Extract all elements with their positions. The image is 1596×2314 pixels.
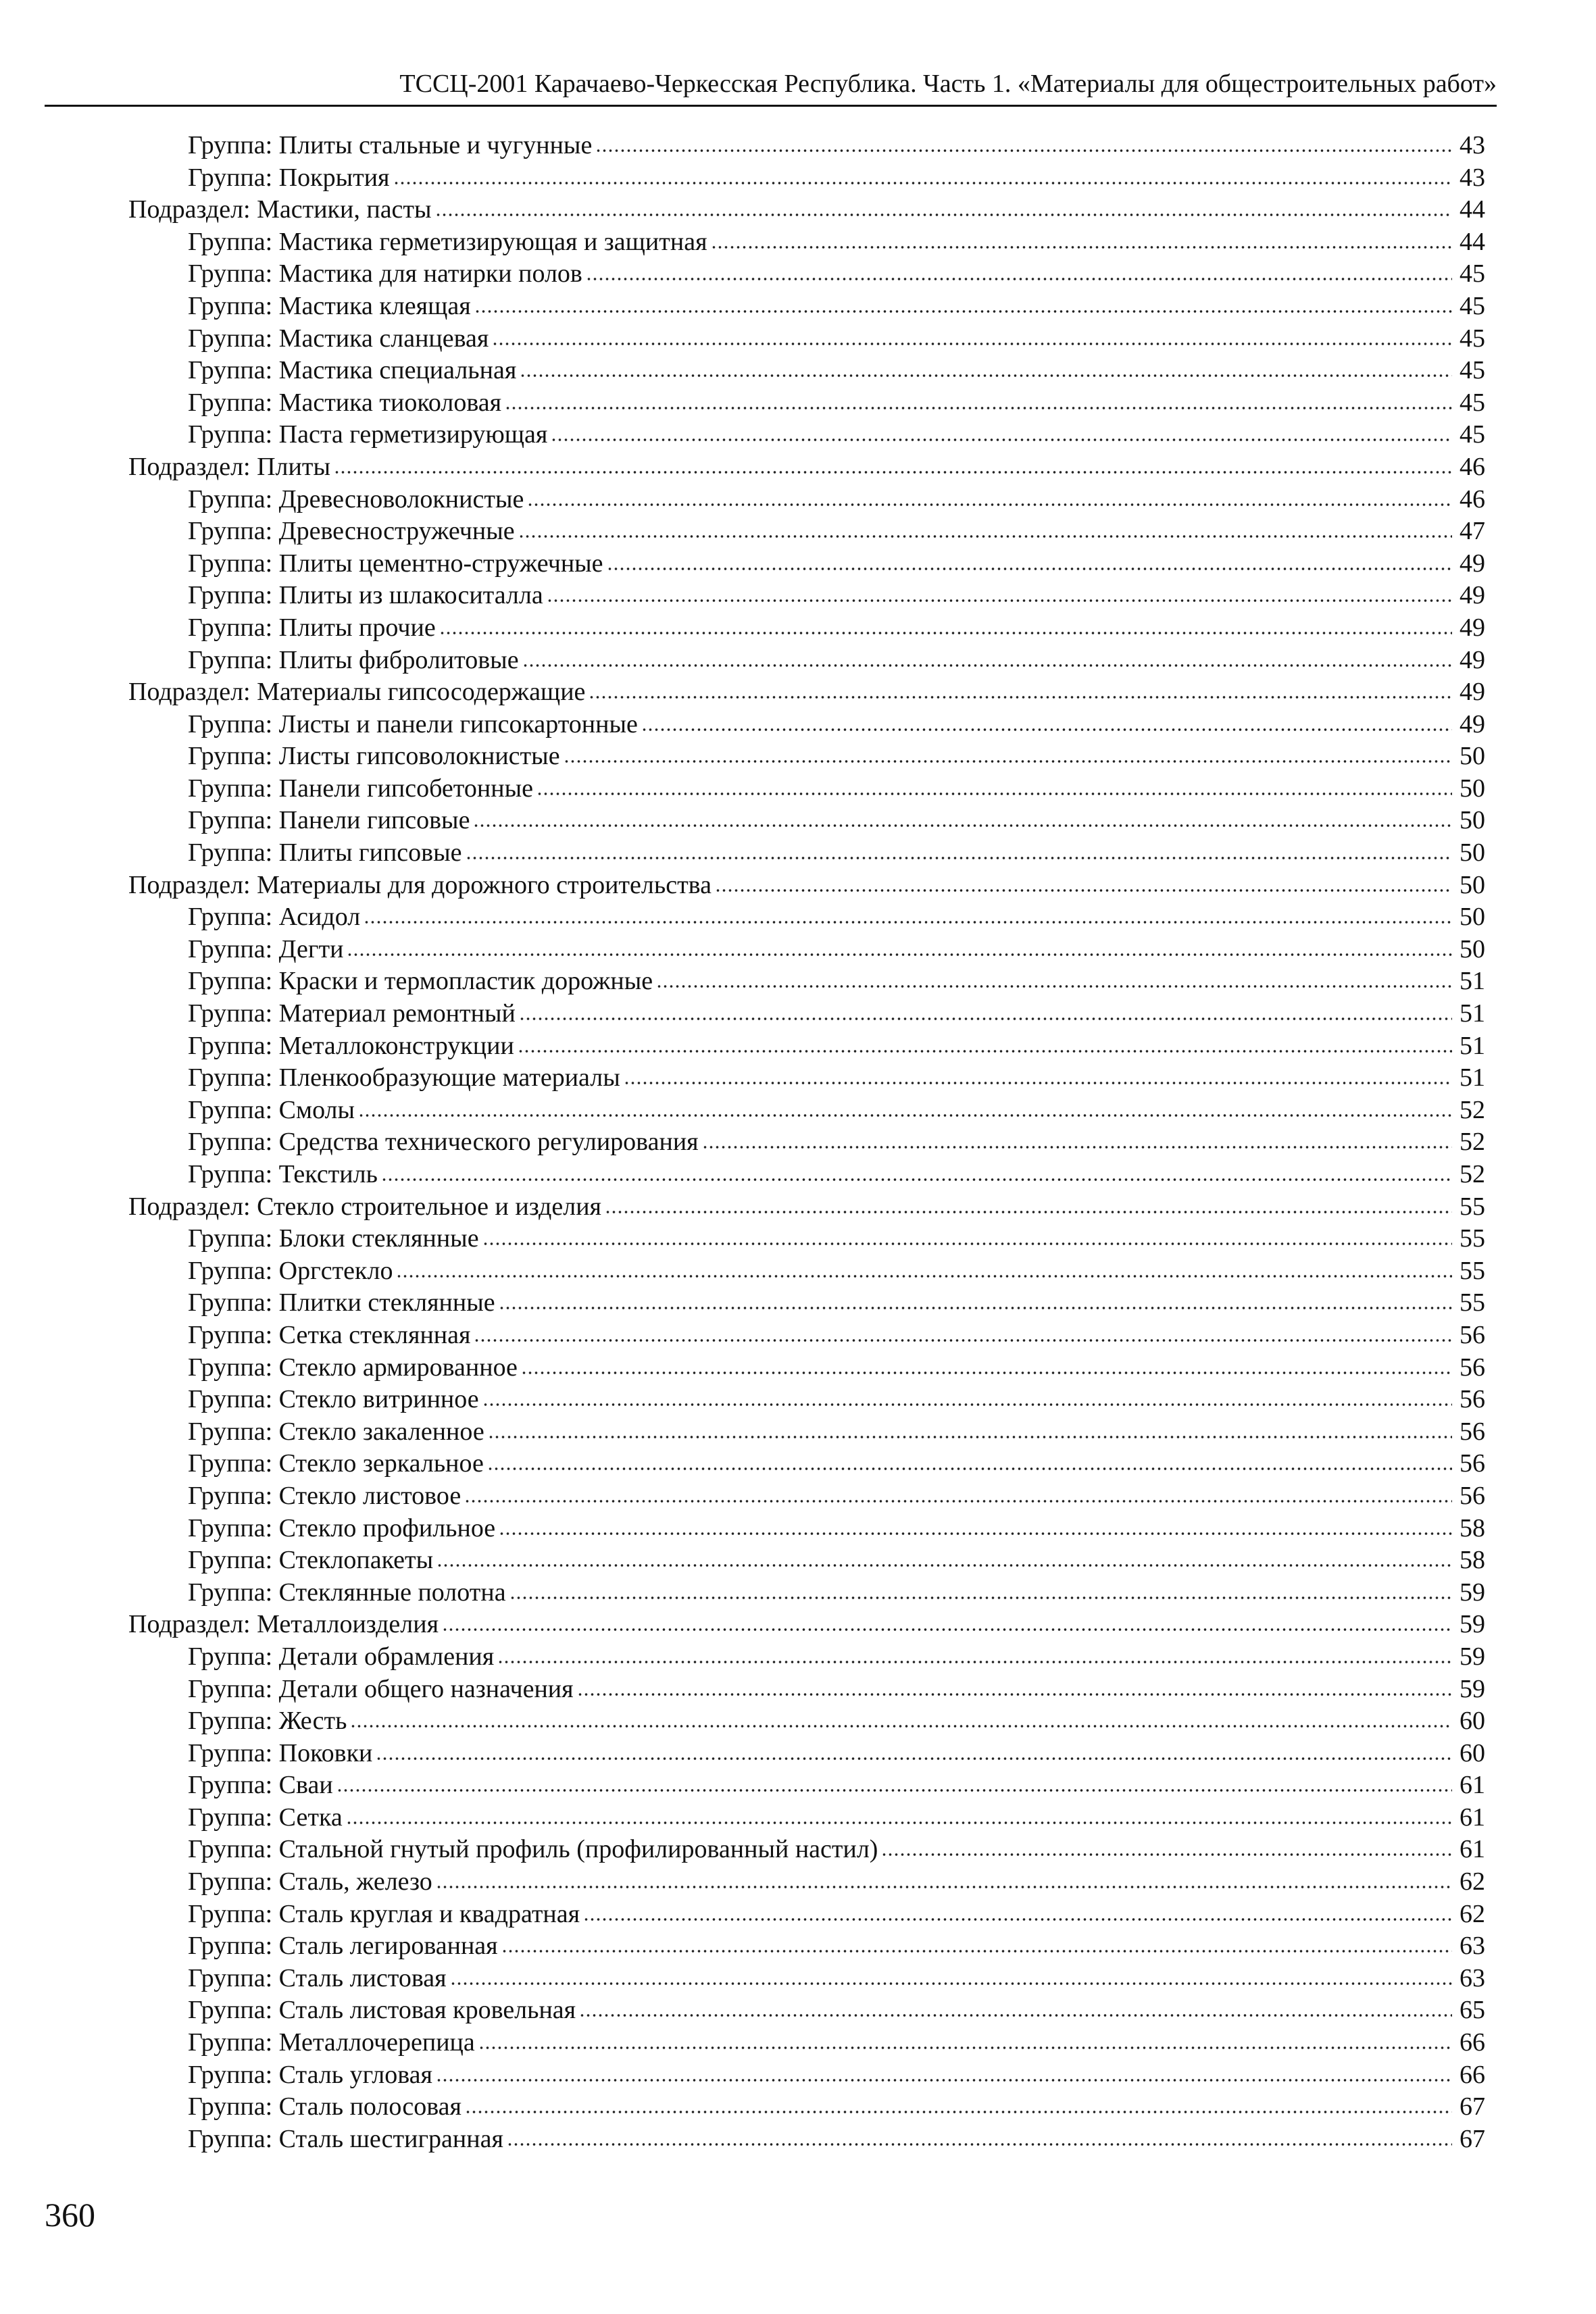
toc-entry-page: 66 <box>1460 2028 1485 2057</box>
toc-entry-label: Группа: Мастика клеящая <box>188 291 471 320</box>
toc-group-entry <box>128 1159 1485 1191</box>
dot-leader <box>537 792 1452 796</box>
toc-group-entry <box>128 1641 1485 1674</box>
dot-leader <box>507 2142 1452 2146</box>
dot-leader <box>474 309 1452 313</box>
toc-entry-page: 46 <box>1460 452 1485 481</box>
toc-entry-page: 49 <box>1460 613 1485 642</box>
toc-group-entry <box>128 740 1485 773</box>
toc-entry-page: 50 <box>1460 903 1485 932</box>
dot-leader <box>478 2046 1452 2050</box>
dot-leader <box>492 342 1452 346</box>
dot-leader <box>586 277 1452 281</box>
dot-leader <box>474 1338 1452 1342</box>
toc-subsection-entry <box>128 1191 1485 1224</box>
dot-leader <box>450 1982 1452 1986</box>
toc-entry-page: 63 <box>1460 1932 1485 1961</box>
dot-leader <box>509 1596 1452 1600</box>
toc-entry-label: Группа: Сталь круглая и квадратная <box>188 1899 580 1928</box>
toc-group-entry <box>128 1126 1485 1159</box>
toc-entry-page: 51 <box>1460 1063 1485 1092</box>
dot-leader <box>436 2078 1452 2082</box>
dot-leader <box>577 1692 1452 1696</box>
toc-group-entry <box>128 709 1485 741</box>
dot-leader <box>641 728 1452 732</box>
toc-group-entry <box>128 645 1485 677</box>
toc-entry-page: 49 <box>1460 678 1485 707</box>
toc-entry-label: Группа: Сталь полосовая <box>188 2092 462 2121</box>
toc-group-entry <box>128 934 1485 966</box>
toc-entry-page: 50 <box>1460 934 1485 963</box>
dot-leader <box>464 1499 1452 1503</box>
dot-leader <box>439 631 1452 635</box>
toc-entry-page: 50 <box>1460 774 1485 803</box>
toc-entry-page: 61 <box>1460 1835 1485 1864</box>
dot-leader <box>381 1178 1452 1182</box>
toc-entry-page: 55 <box>1460 1192 1485 1221</box>
dot-leader <box>393 181 1452 185</box>
toc-entry-label: Группа: Листы и панели гипсокартонные <box>188 709 638 738</box>
toc-subsection-entry <box>128 194 1485 226</box>
toc-group-entry <box>128 901 1485 934</box>
toc-entry-page: 56 <box>1460 1320 1485 1349</box>
toc-entry-label: Группа: Стальной гнутый профиль (профилированный настил) <box>188 1835 878 1864</box>
toc-group-entry <box>128 1287 1485 1319</box>
dot-leader <box>579 2013 1452 2017</box>
toc-entry-label: Подраздел: Материалы для дорожного строительства <box>128 870 712 899</box>
toc-entry-label: Группа: Дегти <box>188 934 344 963</box>
dot-leader <box>605 1210 1452 1214</box>
toc-entry-label: Группа: Стекло листовое <box>188 1481 462 1510</box>
toc-entry-label: Группа: Средства технического регулирования <box>188 1128 699 1157</box>
toc-entry-label: Группа: Поковки <box>188 1738 373 1767</box>
toc-entry-label: Группа: Мастика сланцевая <box>188 324 489 353</box>
dot-leader <box>376 1757 1452 1761</box>
toc-entry-label: Подраздел: Металлоизделия <box>128 1610 439 1639</box>
dot-leader <box>711 245 1452 249</box>
toc-group-entry <box>128 515 1485 548</box>
toc-entry-label: Группа: Плиты цементно-стружечные <box>188 549 603 578</box>
toc-group-entry <box>128 162 1485 195</box>
toc-subsection-entry <box>128 676 1485 709</box>
toc-entry-page: 45 <box>1460 259 1485 288</box>
toc-entry-page: 52 <box>1460 1160 1485 1188</box>
dot-leader <box>442 1628 1452 1632</box>
toc-entry-page: 49 <box>1460 709 1485 738</box>
toc-group-entry <box>128 1738 1485 1770</box>
toc-entry-page: 58 <box>1460 1546 1485 1575</box>
toc-group-entry <box>128 1898 1485 1931</box>
toc-entry-page: 50 <box>1460 870 1485 899</box>
dot-leader <box>334 470 1452 474</box>
toc-group-entry <box>128 1480 1485 1513</box>
dot-leader <box>656 984 1452 988</box>
toc-entry-label: Группа: Стекло профильное <box>188 1513 496 1542</box>
dot-leader <box>358 1113 1452 1117</box>
toc-entry-label: Подраздел: Мастики, пасты <box>128 195 432 224</box>
toc-entry-page: 55 <box>1460 1256 1485 1285</box>
toc-entry-page: 49 <box>1460 581 1485 610</box>
toc-entry-label: Группа: Стеклопакеты <box>188 1546 434 1575</box>
toc-entry-page: 44 <box>1460 227 1485 256</box>
toc-group-entry <box>128 1866 1485 1898</box>
dot-leader <box>350 1724 1452 1728</box>
dot-leader <box>518 1049 1452 1053</box>
dot-leader <box>347 953 1452 957</box>
toc-entry-page: 52 <box>1460 1128 1485 1157</box>
toc-group-entry <box>128 1513 1485 1545</box>
toc-entry-page: 55 <box>1460 1224 1485 1253</box>
dot-leader <box>497 1660 1452 1664</box>
toc-entry-label: Группа: Жесть <box>188 1707 347 1736</box>
toc-group-entry <box>128 291 1485 323</box>
dot-leader <box>487 1467 1452 1471</box>
toc-group-entry <box>128 1095 1485 1127</box>
toc-entry-page: 62 <box>1460 1899 1485 1928</box>
toc-entry-label: Группа: Сталь шестигранная <box>188 2124 503 2153</box>
toc-entry-page: 58 <box>1460 1513 1485 1542</box>
dot-leader <box>336 1788 1452 1792</box>
toc-entry-page: 50 <box>1460 742 1485 771</box>
toc-entry-label: Группа: Пленкообразующие материалы <box>188 1063 620 1092</box>
toc-entry-page: 59 <box>1460 1674 1485 1703</box>
toc-entry-label: Группа: Стекло витринное <box>188 1385 479 1414</box>
toc-entry-page: 51 <box>1460 999 1485 1028</box>
dot-leader <box>501 1949 1452 1953</box>
toc-entry-label: Группа: Плиты гипсовые <box>188 838 462 867</box>
toc-entry-page: 65 <box>1460 1996 1485 2025</box>
dot-leader <box>518 534 1452 538</box>
toc-entry-label: Группа: Краски и термопластик дорожные <box>188 967 653 996</box>
toc-entry-page: 59 <box>1460 1642 1485 1671</box>
toc-entry-label: Группа: Текстиль <box>188 1160 378 1188</box>
toc-group-entry <box>128 1416 1485 1449</box>
toc-entry-page: 63 <box>1460 1963 1485 1992</box>
dot-leader <box>551 438 1452 442</box>
toc-entry-page: 66 <box>1460 2060 1485 2089</box>
toc-entry-page: 56 <box>1460 1385 1485 1414</box>
toc-entry-label: Группа: Древесноволокнистые <box>188 484 524 513</box>
toc-group-entry <box>128 1319 1485 1352</box>
dot-leader <box>607 567 1452 571</box>
toc-entry-page: 50 <box>1460 838 1485 867</box>
toc-entry-page: 47 <box>1460 517 1485 546</box>
dot-leader <box>564 759 1452 763</box>
toc-group-entry <box>128 419 1485 451</box>
toc-group-entry <box>128 965 1485 998</box>
toc-entry-label: Группа: Смолы <box>188 1095 355 1124</box>
toc-group-entry <box>128 1352 1485 1384</box>
dot-leader <box>624 1081 1452 1085</box>
toc-entry-page: 45 <box>1460 420 1485 449</box>
dot-leader <box>522 663 1452 668</box>
toc-entry-label: Группа: Сталь, железо <box>188 1867 432 1896</box>
dot-leader <box>715 888 1452 892</box>
dot-leader <box>346 1821 1452 1825</box>
toc-group-entry <box>128 387 1485 420</box>
toc-entry-page: 44 <box>1460 195 1485 224</box>
dot-leader <box>482 1242 1452 1246</box>
toc-group-entry <box>128 258 1485 291</box>
toc-entry-label: Группа: Плитки стеклянные <box>188 1288 495 1317</box>
toc-entry-label: Группа: Древесностружечные <box>188 517 515 546</box>
toc-entry-label: Группа: Мастика тиоколовая <box>188 388 502 417</box>
toc-group-entry <box>128 130 1485 162</box>
toc-entry-label: Группа: Мастика специальная <box>188 356 517 385</box>
toc-entry-label: Подраздел: Материалы гипсосодержащие <box>128 678 586 707</box>
toc-entry-page: 46 <box>1460 484 1485 513</box>
dot-leader <box>435 213 1452 217</box>
toc-group-entry <box>128 1994 1485 2027</box>
toc-entry-page: 43 <box>1460 163 1485 192</box>
toc-entry-label: Группа: Блоки стеклянные <box>188 1224 479 1253</box>
toc-entry-label: Группа: Асидол <box>188 903 361 932</box>
toc-group-entry <box>128 2123 1485 2156</box>
toc-entry-label: Подраздел: Стекло строительное и изделия <box>128 1192 602 1221</box>
toc-group-entry <box>128 2059 1485 2092</box>
toc-entry-page: 45 <box>1460 388 1485 417</box>
running-header <box>45 59 1497 107</box>
toc-group-entry <box>128 837 1485 870</box>
toc-group-entry <box>128 1223 1485 1255</box>
toc-entry-label: Группа: Панели гипсобетонные <box>188 774 533 803</box>
dot-leader <box>583 1917 1452 1921</box>
dot-leader <box>527 503 1452 507</box>
toc-entry-label: Группа: Паста герметизирующая <box>188 420 548 449</box>
toc-entry-label: Группа: Оргстекло <box>188 1256 393 1285</box>
toc-group-entry <box>128 612 1485 645</box>
toc-group-entry <box>128 1030 1485 1063</box>
toc-entry-label: Группа: Плиты фибролитовые <box>188 645 519 674</box>
toc-entry-page: 59 <box>1460 1578 1485 1607</box>
toc-entry-label: Группа: Материал ремонтный <box>188 999 516 1028</box>
toc-subsection-entry <box>128 451 1485 484</box>
toc-entry-page: 60 <box>1460 1738 1485 1767</box>
toc-group-entry <box>128 1255 1485 1288</box>
toc-group-entry <box>128 484 1485 516</box>
toc-group-entry <box>128 1062 1485 1095</box>
toc-group-entry <box>128 1769 1485 1802</box>
toc-entry-page: 60 <box>1460 1707 1485 1736</box>
toc-group-entry <box>128 323 1485 355</box>
toc-entry-label: Группа: Детали обрамления <box>188 1642 495 1671</box>
toc-entry-page: 67 <box>1460 2092 1485 2121</box>
toc-entry-label: Подраздел: Плиты <box>128 452 330 481</box>
toc-entry-label: Группа: Стекло армированное <box>188 1353 518 1382</box>
toc-group-entry <box>128 1448 1485 1480</box>
toc-group-entry <box>128 1674 1485 1706</box>
toc-entry-label: Группа: Стекло зеркальное <box>188 1449 484 1478</box>
toc-entry-label: Группа: Стеклянные полотна <box>188 1578 506 1607</box>
dot-leader <box>881 1853 1452 1857</box>
toc-subsection-entry <box>128 1609 1485 1641</box>
toc-group-entry <box>128 1802 1485 1834</box>
toc-group-entry <box>128 1705 1485 1738</box>
toc-entry-page: 45 <box>1460 291 1485 320</box>
dot-leader <box>520 374 1452 378</box>
dot-leader <box>521 1371 1452 1375</box>
toc-entry-label: Группа: Металлочерепица <box>188 2028 475 2057</box>
toc-subsection-entry <box>128 870 1485 902</box>
header-title: ТССЦ-2001 Карачаево-Черкесская Республика. Часть 1. «Материалы для общестроительных работ» <box>399 70 1497 98</box>
toc-entry-label: Группа: Мастика для натирки полов <box>188 259 582 288</box>
toc-entry-page: 56 <box>1460 1449 1485 1478</box>
dot-leader <box>488 1435 1452 1439</box>
toc-group-entry <box>128 1834 1485 1866</box>
toc-entry-page: 43 <box>1460 131 1485 159</box>
toc-entry-label: Группа: Плиты стальные и чугунные <box>188 131 593 159</box>
toc-entry-page: 59 <box>1460 1610 1485 1639</box>
toc-entry-label: Группа: Плиты из шлакоситалла <box>188 581 543 610</box>
dot-leader <box>396 1274 1452 1278</box>
toc-group-entry <box>128 1963 1485 1995</box>
toc-group-entry <box>128 2027 1485 2059</box>
toc-group-entry <box>128 773 1485 805</box>
toc-group-entry <box>128 1577 1485 1609</box>
toc-entry-label: Группа: Мастика герметизирующая и защитная <box>188 227 707 256</box>
toc-entry-label: Группа: Плиты прочие <box>188 613 436 642</box>
toc-group-entry <box>128 1930 1485 1963</box>
toc-entry-label: Группа: Металлоконструкции <box>188 1031 514 1060</box>
toc-entry-page: 67 <box>1460 2124 1485 2153</box>
toc-entry-label: Группа: Сетка стеклянная <box>188 1320 471 1349</box>
dot-leader <box>437 1563 1452 1567</box>
toc-group-entry <box>128 226 1485 259</box>
toc-entry-label: Группа: Детали общего назначения <box>188 1674 574 1703</box>
toc-entry-label: Группа: Стекло закаленное <box>188 1417 484 1446</box>
toc-entry-page: 52 <box>1460 1095 1485 1124</box>
toc-entry-page: 51 <box>1460 967 1485 996</box>
toc-entry-label: Группа: Сетка <box>188 1803 343 1832</box>
dot-leader <box>589 695 1452 699</box>
toc-entry-label: Группа: Листы гипсоволокнистые <box>188 742 560 771</box>
toc-group-entry <box>128 2091 1485 2123</box>
dot-leader <box>364 920 1452 924</box>
dot-leader <box>436 1885 1452 1889</box>
dot-leader <box>519 1017 1452 1021</box>
toc-group-entry <box>128 805 1485 837</box>
toc-entry-page: 55 <box>1460 1288 1485 1317</box>
dot-leader <box>499 1532 1452 1536</box>
toc-group-entry <box>128 1384 1485 1416</box>
toc-entry-label: Группа: Сваи <box>188 1771 333 1800</box>
page-number: 360 <box>45 2196 95 2234</box>
toc-entry-page: 56 <box>1460 1481 1485 1510</box>
dot-leader <box>702 1145 1452 1149</box>
dot-leader <box>466 856 1452 860</box>
toc-entry-label: Группа: Сталь листовая кровельная <box>188 1996 576 2025</box>
dot-leader <box>482 1403 1452 1407</box>
table-of-contents <box>128 130 1485 2155</box>
dot-leader <box>547 599 1452 603</box>
toc-entry-label: Группа: Сталь листовая <box>188 1963 447 1992</box>
toc-entry-page: 61 <box>1460 1803 1485 1832</box>
toc-group-entry <box>128 998 1485 1030</box>
toc-entry-page: 49 <box>1460 645 1485 674</box>
toc-entry-page: 51 <box>1460 1031 1485 1060</box>
toc-entry-label: Группа: Сталь легированная <box>188 1932 498 1961</box>
toc-entry-page: 49 <box>1460 549 1485 578</box>
toc-entry-label: Группа: Покрытия <box>188 163 390 192</box>
toc-entry-page: 56 <box>1460 1353 1485 1382</box>
toc-entry-page: 50 <box>1460 806 1485 835</box>
toc-entry-label: Группа: Панели гипсовые <box>188 806 470 835</box>
dot-leader <box>505 406 1452 410</box>
dot-leader <box>465 2110 1452 2114</box>
toc-group-entry <box>128 355 1485 387</box>
dot-leader <box>595 149 1452 153</box>
toc-entry-page: 56 <box>1460 1417 1485 1446</box>
toc-group-entry <box>128 580 1485 612</box>
dot-leader <box>499 1306 1452 1310</box>
toc-entry-page: 62 <box>1460 1867 1485 1896</box>
header-divider <box>45 105 1497 107</box>
toc-entry-page: 61 <box>1460 1771 1485 1800</box>
toc-group-entry <box>128 1544 1485 1577</box>
toc-entry-label: Группа: Сталь угловая <box>188 2060 432 2089</box>
toc-entry-page: 45 <box>1460 324 1485 353</box>
toc-group-entry <box>128 548 1485 580</box>
dot-leader <box>473 824 1452 828</box>
toc-entry-page: 45 <box>1460 356 1485 385</box>
